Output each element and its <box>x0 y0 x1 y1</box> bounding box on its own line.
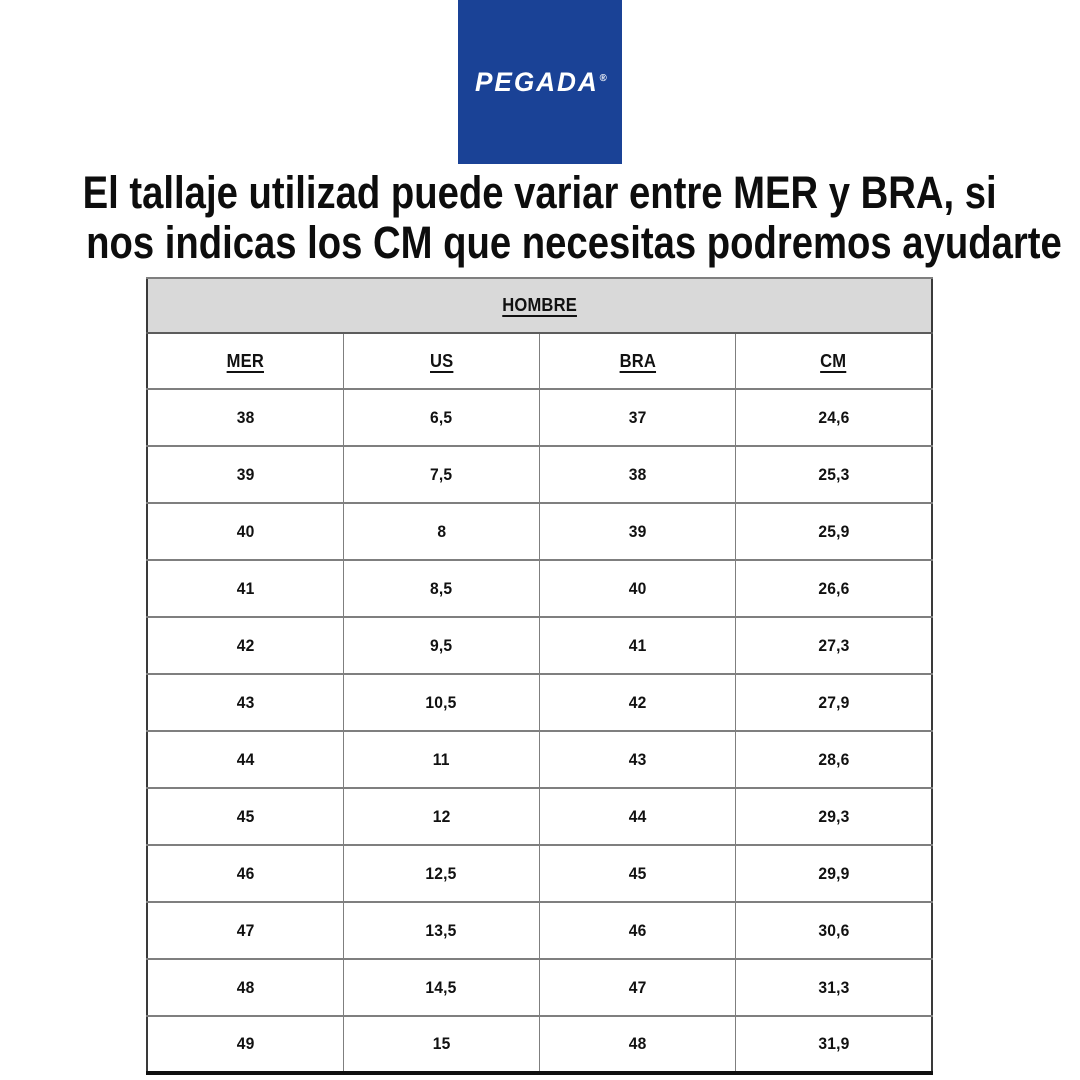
size-cell-text: 39 <box>628 521 647 541</box>
size-cell-text: 8,5 <box>430 578 453 598</box>
size-cell-mer-41 <box>147 560 343 617</box>
size-cell-text: 40 <box>236 521 255 541</box>
size-cell-text: 42 <box>236 635 255 655</box>
size-cell-text: 25,9 <box>818 521 850 541</box>
size-cell-bra-42 <box>540 617 736 674</box>
pegada-logo-box <box>458 0 622 164</box>
size-row-47 <box>147 902 932 959</box>
size-cell-us-44 <box>343 731 539 788</box>
size-cell-bra-40 <box>540 503 736 560</box>
registered-trademark-symbol: ® <box>599 72 607 84</box>
size-cell-text: 38 <box>236 407 255 427</box>
size-cell-cm-41 <box>736 560 932 617</box>
size-cell-us-46 <box>343 845 539 902</box>
size-row-41 <box>147 560 932 617</box>
size-cell-us-47 <box>343 902 539 959</box>
size-row-39 <box>147 446 932 503</box>
size-cell-text: 11 <box>432 749 450 769</box>
size-cell-bra-39 <box>540 446 736 503</box>
size-cell-us-43 <box>343 674 539 731</box>
size-cell-text: 10,5 <box>425 692 457 712</box>
size-cell-text: 12,5 <box>425 863 457 883</box>
size-cell-text: 27,3 <box>818 635 850 655</box>
size-cell-text: 29,9 <box>818 863 850 883</box>
size-table <box>146 277 933 1075</box>
size-cell-cm-38 <box>736 389 932 446</box>
column-header-text: US <box>429 350 454 371</box>
size-cell-cm-49 <box>736 1016 932 1073</box>
size-cell-text: 30,6 <box>818 920 850 940</box>
size-cell-text: 48 <box>236 977 255 997</box>
size-row-43 <box>147 674 932 731</box>
size-cell-text: 7,5 <box>430 464 453 484</box>
size-table-head <box>147 278 932 389</box>
size-cell-text: 31,9 <box>818 1034 850 1053</box>
size-cell-mer-39 <box>147 446 343 503</box>
size-cell-text: 29,3 <box>818 806 850 826</box>
size-cell-text: 14,5 <box>425 977 457 997</box>
size-cell-text: 26,6 <box>818 578 850 598</box>
column-header-text: BRA <box>619 350 656 371</box>
size-cell-text: 39 <box>236 464 255 484</box>
size-cell-text: 46 <box>236 863 255 883</box>
size-cell-text: 9,5 <box>430 635 453 655</box>
size-cell-mer-43 <box>147 674 343 731</box>
size-cell-us-38 <box>343 389 539 446</box>
size-row-44 <box>147 731 932 788</box>
headline <box>0 168 1080 268</box>
size-cell-text: 45 <box>236 806 255 826</box>
size-cell-bra-45 <box>540 788 736 845</box>
size-cell-cm-45 <box>736 788 932 845</box>
column-header-mer <box>147 333 343 389</box>
size-cell-text: 48 <box>628 1034 647 1053</box>
column-header-us <box>343 333 539 389</box>
size-cell-text: 25,3 <box>818 464 850 484</box>
size-cell-cm-48 <box>736 959 932 1016</box>
size-cell-text: 13,5 <box>425 920 457 940</box>
size-cell-text: 47 <box>628 977 647 997</box>
size-cell-cm-40 <box>736 503 932 560</box>
size-cell-text: 15 <box>432 1034 451 1053</box>
size-cell-cm-42 <box>736 617 932 674</box>
size-row-38 <box>147 389 932 446</box>
size-cell-text: 27,9 <box>818 692 850 712</box>
headline-line-1 <box>0 168 1080 218</box>
size-cell-text: 8 <box>436 521 446 541</box>
table-title-row <box>147 278 932 333</box>
size-cell-mer-48 <box>147 959 343 1016</box>
pegada-logo-wordmark <box>475 67 606 98</box>
table-title-cell <box>147 278 932 333</box>
column-header-bra <box>540 333 736 389</box>
size-cell-us-39 <box>343 446 539 503</box>
size-cell-text: 37 <box>628 407 647 427</box>
size-cell-us-48 <box>343 959 539 1016</box>
size-cell-text: 41 <box>236 578 255 598</box>
table-title-text: HOMBRE <box>502 295 577 315</box>
size-cell-cm-46 <box>736 845 932 902</box>
size-cell-text: 38 <box>628 464 647 484</box>
size-cell-text: 42 <box>628 692 647 712</box>
size-cell-text: 40 <box>628 578 647 598</box>
size-cell-bra-38 <box>540 389 736 446</box>
size-cell-text: 28,6 <box>818 749 850 769</box>
size-row-48 <box>147 959 932 1016</box>
size-cell-mer-49 <box>147 1016 343 1073</box>
size-row-45 <box>147 788 932 845</box>
size-cell-cm-39 <box>736 446 932 503</box>
size-cell-mer-42 <box>147 617 343 674</box>
size-cell-text: 46 <box>628 920 647 940</box>
size-row-49 <box>147 1016 932 1073</box>
size-table-body <box>147 389 932 1073</box>
size-cell-mer-47 <box>147 902 343 959</box>
pegada-brand-text: PEGADA <box>474 66 599 97</box>
size-cell-bra-44 <box>540 731 736 788</box>
headline-line-1-text: El tallaje utilizad puede variar entre MER y BRA, si <box>82 167 998 218</box>
column-header-text: CM <box>820 350 847 371</box>
size-cell-text: 44 <box>628 806 647 826</box>
size-cell-text: 41 <box>628 635 647 655</box>
size-cell-text: 12 <box>432 806 451 826</box>
size-row-40 <box>147 503 932 560</box>
column-header-row <box>147 333 932 389</box>
size-cell-us-49 <box>343 1016 539 1073</box>
size-cell-text: 44 <box>236 749 255 769</box>
headline-line-2 <box>0 218 1080 268</box>
size-cell-text: 47 <box>236 920 255 940</box>
size-cell-text: 49 <box>236 1034 255 1053</box>
size-cell-text: 31,3 <box>818 977 850 997</box>
size-cell-mer-46 <box>147 845 343 902</box>
size-cell-bra-47 <box>540 902 736 959</box>
size-cell-bra-43 <box>540 674 736 731</box>
size-cell-us-42 <box>343 617 539 674</box>
column-header-cm <box>736 333 932 389</box>
size-cell-us-40 <box>343 503 539 560</box>
size-cell-cm-43 <box>736 674 932 731</box>
size-cell-text: 43 <box>236 692 255 712</box>
size-cell-us-41 <box>343 560 539 617</box>
size-cell-cm-44 <box>736 731 932 788</box>
size-cell-text: 45 <box>628 863 647 883</box>
size-row-42 <box>147 617 932 674</box>
size-cell-text: 43 <box>628 749 647 769</box>
size-row-46 <box>147 845 932 902</box>
size-cell-mer-38 <box>147 389 343 446</box>
size-cell-mer-40 <box>147 503 343 560</box>
size-cell-bra-46 <box>540 845 736 902</box>
size-cell-bra-48 <box>540 959 736 1016</box>
headline-line-2-text: nos indicas los CM que necesitas podremos ayudarte <box>86 217 1062 268</box>
size-cell-bra-41 <box>540 560 736 617</box>
size-cell-mer-45 <box>147 788 343 845</box>
size-cell-cm-47 <box>736 902 932 959</box>
size-cell-text: 24,6 <box>818 407 850 427</box>
size-cell-text: 6,5 <box>430 407 453 427</box>
size-cell-bra-49 <box>540 1016 736 1073</box>
size-cell-mer-44 <box>147 731 343 788</box>
size-cell-us-45 <box>343 788 539 845</box>
column-header-text: MER <box>226 350 265 371</box>
